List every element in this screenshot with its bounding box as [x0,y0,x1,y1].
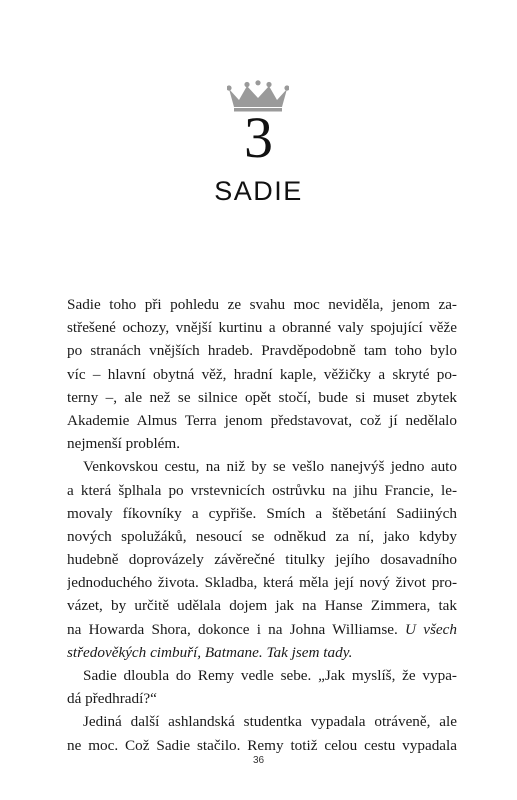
text-line: Akademie Almus Terra jenom představovat, což jí nedělalo [67,411,457,429]
text-segment: na Howarda Shora, dokonce i na Johna Williamse. [67,620,406,638]
body-text [67,293,457,757]
text-line: víc – hlavní obytná věž, hradní kaple, věžičky a skryté po- [67,365,457,383]
text-line: terny –, ale než se silnice opět stočí, bude si muset zbytek [67,388,457,406]
chapter-number: 3 [244,105,273,170]
chapter-title: SADIE [214,176,303,206]
text-line: nových spolužáků, nesoucí se odněkud za ní, jako kdyby [67,527,457,545]
text-line: Sadie dloubla do Remy vedle sebe. „Jak myslíš, že vypa- [83,667,457,684]
text-line: střešené ochozy, vnější kurtinu a obranné valy spojující věže [67,319,457,337]
text-line [67,618,457,641]
text-line: Jediná další ashlandská studentka vypadala otráveně, ale [83,713,457,731]
italic-segment: středověkých cimbuří, Batmane. Tak jsem tady. [67,643,353,661]
text-line: a která šplhala po vrstevnicích ostrůvku na jihu Francie, le- [67,481,457,499]
page-number: 36 [252,755,265,766]
text-line: hudebně doprovázely závěrečné titulky jejího dosavadního [67,551,457,569]
text-line: nejmenší problém. [67,435,181,453]
italic-segment: U všech [405,620,457,638]
text-line: jednoduchého života. Skladba, která měla její nový život pro- [67,574,457,592]
text-line [67,641,457,664]
text-line: po stranách vnějších hradeb. Pravděpodobně tam toho bylo [67,342,457,360]
text-line: Venkovskou cestu, na niž by se vešlo nanejvýš jedno auto [83,458,457,476]
text-line: movaly fíkovníky a cypřiše. Smích a štěbetání Sadiiných [67,504,457,522]
text-line: vázet, by určitě udělala dojem jak na Hanse Zimmera, tak [67,597,457,615]
text-line: ne moc. Což Sadie stačilo. Remy totiž celou cestu vypadala [67,736,457,754]
text-line: Sadie toho při pohledu ze svahu moc neviděla, jenom za- [67,296,457,313]
text-line: dá předhradí?“ [67,690,157,708]
